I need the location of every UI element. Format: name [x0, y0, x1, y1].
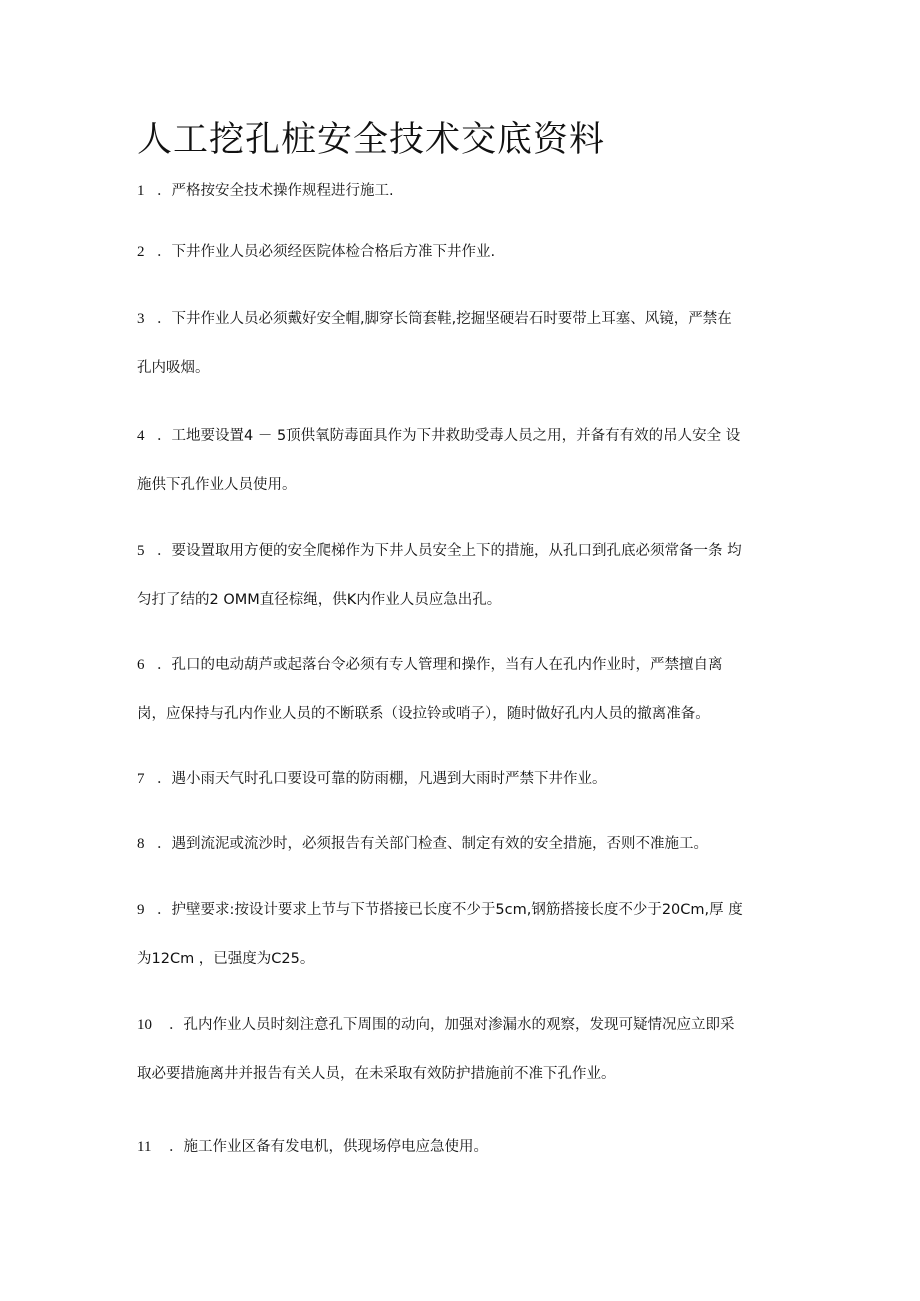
list-item-continuation: 施供下孔作业人员使用。	[137, 477, 297, 493]
item-number: 9	[137, 902, 145, 918]
item-text: ．要设置取用方便的安全爬梯作为下井人员安全上下的措施，从孔口到孔底必须常备一条 均	[157, 543, 742, 559]
list-item	[137, 1137, 488, 1157]
item-text: ．下井作业人员必须戴好安全帽,脚穿长筒套鞋,挖掘坚硬岩石时要带上耳塞、风镜，严禁在	[157, 311, 732, 327]
item-number: 7	[137, 771, 145, 787]
list-item	[137, 309, 732, 329]
item-number: 2	[137, 244, 145, 260]
item-number: 4	[137, 428, 145, 444]
item-text: ．护壁要求:按设计要求上节与下节搭接已长度不少于5cm,钢筋搭接长度不少于20Cm,厚 度	[157, 902, 743, 918]
list-item	[137, 900, 743, 920]
list-item	[137, 181, 394, 201]
list-item-continuation: 为12Cm ，已强度为C25。	[137, 951, 315, 967]
item-number: 1	[137, 183, 145, 199]
list-item-continuation: 取必要措施离井并报告有关人员，在未采取有效防护措施前不准下孔作业。	[137, 1066, 616, 1082]
list-item	[137, 769, 607, 789]
list-item	[137, 655, 723, 675]
list-item	[137, 242, 495, 262]
list-item-continuation: 岗，应保持与孔内作业人员的不断联系（设拉铃或哨子），随时做好孔内人员的撤离准备。	[137, 706, 710, 722]
item-text: ．遇到流泥或流沙时，必须报告有关部门检查、制定有效的安全措施，否则不准施工。	[157, 836, 708, 852]
item-number: 10	[137, 1017, 152, 1033]
item-text: ．下井作业人员必须经医院体检合格后方准下井作业.	[157, 244, 496, 260]
item-number: 3	[137, 311, 145, 327]
item-text: ．工地要设置4 － 5顶供氧防毒面具作为下井救助受毒人员之用，并备有有效的吊人安全 设	[157, 428, 741, 444]
document-title: 人工挖孔桩安全技术交底资料	[137, 120, 606, 160]
item-text: ．孔内作业人员时刻注意孔下周围的动向，加强对渗漏水的观察，发现可疑情况应立即采	[169, 1017, 735, 1033]
item-number: 5	[137, 543, 145, 559]
list-item	[137, 1015, 735, 1035]
list-item-continuation: 匀打了结的2 OMM直径棕绳，供K内作业人员应急出孔。	[137, 592, 502, 608]
item-text: ．严格按安全技术操作规程进行施工.	[157, 183, 394, 199]
item-number: 8	[137, 836, 145, 852]
list-item-continuation: 孔内吸烟。	[137, 360, 210, 376]
list-item	[137, 426, 740, 446]
item-text: ．遇小雨天气时孔口要设可靠的防雨棚，凡遇到大雨时严禁下井作业。	[157, 771, 607, 787]
item-number: 6	[137, 657, 145, 673]
item-number: 11	[137, 1139, 152, 1155]
list-item	[137, 834, 708, 854]
item-text: ．施工作业区备有发电机，供现场停电应急使用。	[169, 1139, 488, 1155]
item-text: ．孔口的电动葫芦或起落台令必须有专人管理和操作，当有人在孔内作业时，严禁擅自离	[157, 657, 723, 673]
list-item	[137, 541, 742, 561]
